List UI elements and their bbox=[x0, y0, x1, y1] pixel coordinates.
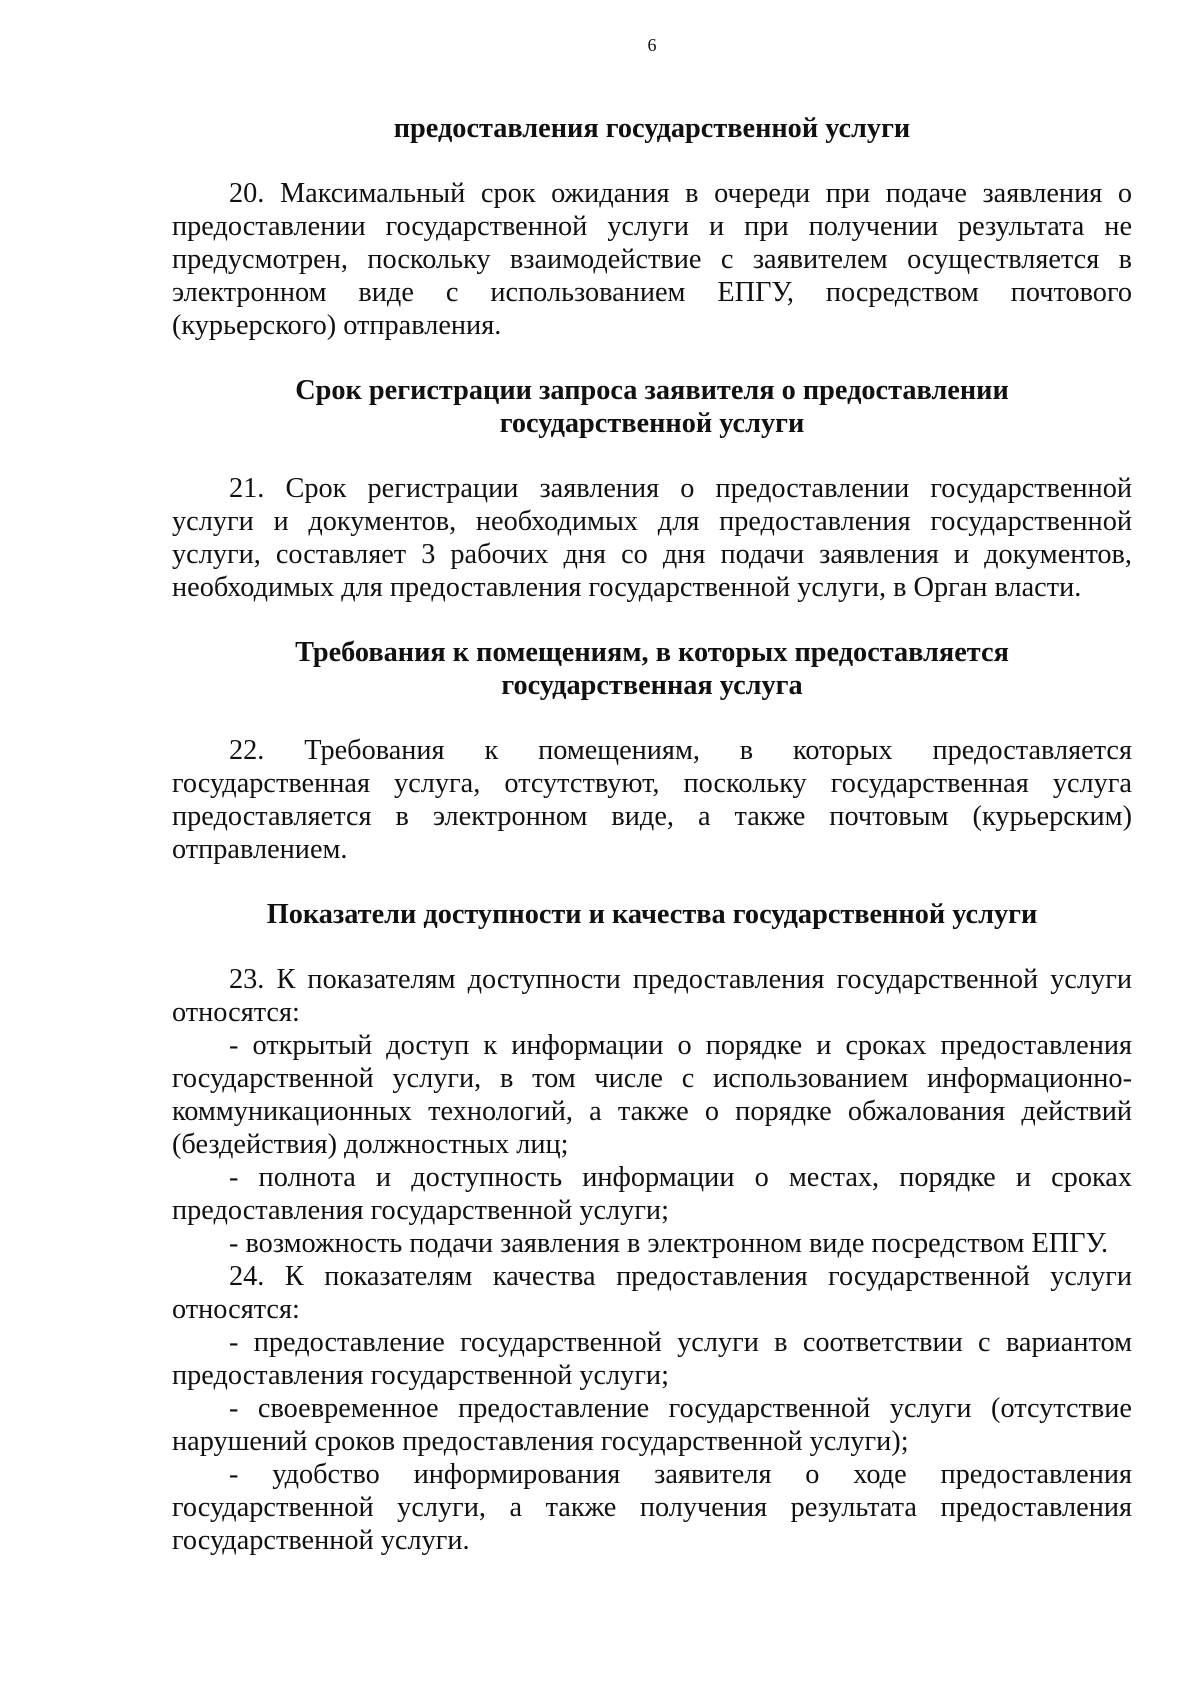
paragraph-21: 21. Срок регистрации заявления о предоставлении государственной услуги и документов, необходимых для предоставления государственной услуги, составляет 3 рабочих дня со дня подачи заявления и документов, необходимых для предоставления государственной услуги, в Орган власти. bbox=[172, 473, 1132, 603]
section-heading: Показатели доступности и качества государственной услуги bbox=[266, 899, 1038, 930]
section-heading: предоставления государственной услуги bbox=[393, 113, 911, 144]
paragraph-23: 23. К показателям доступности предоставления государственной услуги относятся: bbox=[172, 964, 1132, 1028]
list-item: - удобство информирования заявителя о ходе предоставления государственной услуги, а также получения результата предоставления государственной услуги. bbox=[172, 1459, 1132, 1556]
paragraph-22: 22. Требования к помещениям, в которых предоставляется государственная услуга, отсутствуют, поскольку государственная услуга предоставляется в электронном виде, а также почтовым (курьерским) отправлением. bbox=[172, 735, 1132, 865]
page-number: 6 bbox=[647, 35, 657, 55]
list-item: - открытый доступ к информации о порядке и сроках предоставления государственной услуги, в том числе с использованием информационно-коммуникационных технологий, а также о порядке обжалования действий (бездействия) должностных лиц; bbox=[172, 1030, 1132, 1160]
list-item: - предоставление государственной услуги в соответствии с вариантом предоставления государственной услуги; bbox=[172, 1327, 1132, 1391]
paragraph-24: 24. К показателям качества предоставления государственной услуги относятся: bbox=[172, 1261, 1132, 1325]
paragraph-20: 20. Максимальный срок ожидания в очереди при подаче заявления о предоставлении государственной услуги и при получении результата не предусмотрен, поскольку взаимодействие с заявителем осуществляется в электронном виде с использованием ЕПГУ, посредством почтового (курьерского) отправления. bbox=[172, 178, 1132, 341]
section-heading: Требования к помещениям, в которых предоставляется государственная услуга bbox=[295, 637, 1009, 701]
list-item: - своевременное предоставление государственной услуги (отсутствие нарушений сроков предоставления государственной услуги); bbox=[172, 1393, 1132, 1457]
section-heading: Срок регистрации запроса заявителя о предоставлении государственной услуги bbox=[295, 375, 1009, 439]
list-item: - возможность подачи заявления в электронном виде посредством ЕПГУ. bbox=[229, 1228, 1109, 1259]
document-body bbox=[172, 112, 1132, 1557]
list-item: - полнота и доступность информации о местах, порядке и сроках предоставления государственной услуги; bbox=[172, 1162, 1132, 1226]
